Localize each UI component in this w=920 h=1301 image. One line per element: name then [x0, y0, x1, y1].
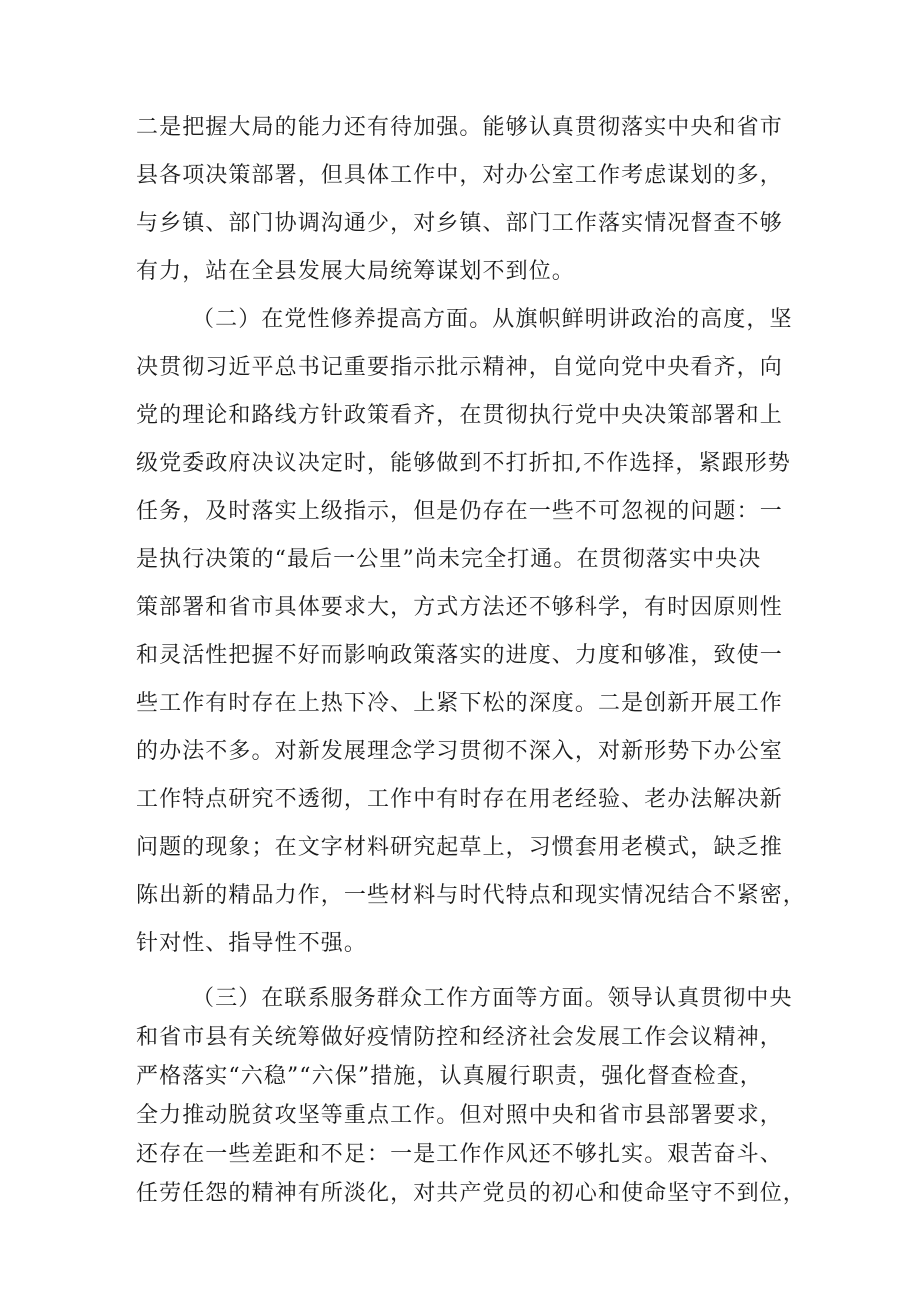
text-line: 二是把握大局的能力还有待加强。能够认真贯彻落实中央和省市: [136, 115, 783, 140]
text-line: 县各项决策部署，但具体工作中，对办公室工作考虑谋划的多，: [136, 163, 783, 188]
text-line: 任务，及时落实上级指示，但是仍存在一些不可忽视的问题：一: [136, 499, 783, 524]
text-line: 陈出新的精品力作，一些材料与时代特点和现实情况结合不紧密，: [136, 883, 806, 908]
text-line: 和省市县有关统筹做好疫情防控和经济社会发展工作会议精神，: [136, 1025, 783, 1050]
text-line: 的办法不多。对新发展理念学习贯彻不深入，对新形势下办公室: [136, 739, 783, 764]
text-line: 还存在一些差距和不足：一是工作作风还不够扎实。艰苦奋斗、: [136, 1142, 783, 1167]
section-heading-line: （二）在党性修养提高方面。从旗帜鲜明讲政治的高度，坚: [192, 307, 793, 332]
text-line: 级党委政府决议决定时，能够做到不打折扣,不作选择，紧跟形势: [136, 451, 791, 476]
text-line: 决贯彻习近平总书记重要指示批示精神，自觉向党中央看齐，向: [136, 355, 783, 380]
section-heading-line: （三）在联系服务群众工作方面等方面。领导认真贯彻中央: [192, 986, 793, 1011]
text-line: 和灵活性把握不好而影响政策落实的进度、力度和够准，致使一: [136, 643, 783, 668]
text-line: 问题的现象；在文字材料研究起草上，习惯套用老模式，缺乏推: [136, 835, 783, 860]
text-line: 策部署和省市具体要求大，方式方法还不够科学，有时因原则性: [136, 595, 783, 620]
text-line: 任劳任怨的精神有所淡化，对共产党员的初心和使命坚守不到位，: [136, 1181, 806, 1206]
text-line: 是执行决策的“最后一公里”尚未完全打通。在贯彻落实中央决: [136, 547, 762, 572]
text-line: 些工作有时存在上热下冷、上紧下松的深度。二是创新开展工作: [136, 691, 783, 716]
text-line: 严格落实“六稳”“六保”措施，认真履行职责，强化督查检查，: [136, 1064, 763, 1089]
text-line: 全力推动脱贫攻坚等重点工作。但对照中央和省市县部署要求，: [136, 1103, 783, 1128]
text-line: 针对性、指导性不强。: [136, 931, 368, 956]
text-line: 与乡镇、部门协调沟通少，对乡镇、部门工作落实情况督查不够: [136, 211, 783, 236]
text-line: 有力，站在全县发展大局统筹谋划不到位。: [136, 259, 575, 284]
text-line: 工作特点研究不透彻，工作中有时存在用老经验、老办法解决新: [136, 787, 783, 812]
text-line: 党的理论和路线方针政策看齐，在贯彻执行党中央决策部署和上: [136, 403, 783, 428]
